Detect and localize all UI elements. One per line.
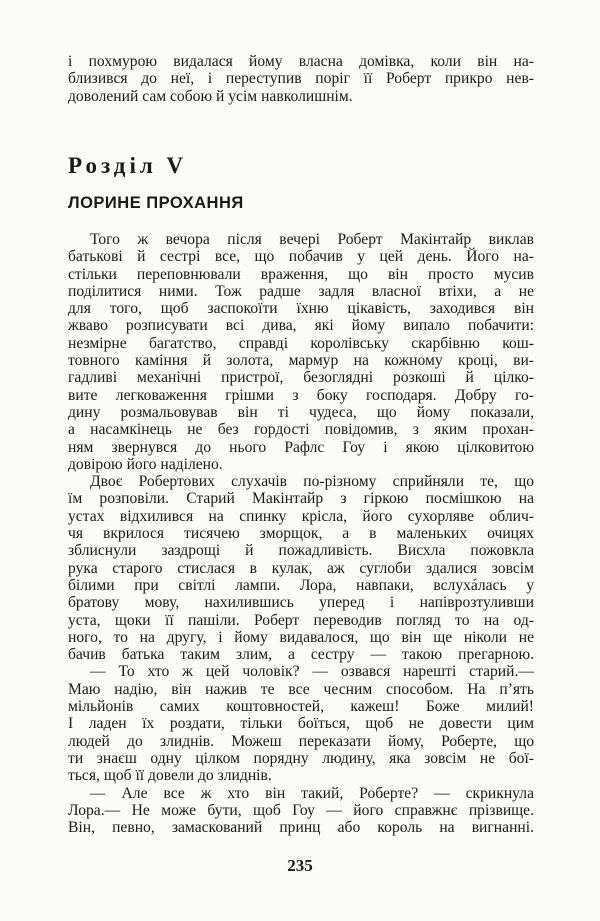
text-line: Маю надію, він нажив те все чесним способом. На п’ять [68,680,534,698]
previous-chapter-ending [68,53,534,105]
text-line: зблиснули заздрощі й пожадливість. Висхла пожовкла [68,542,534,560]
text-line: батькові й сестрі все, що побачив у цей день. Його на- [68,248,534,266]
chapter-title: ЛОРИНЕ ПРОХАННЯ [68,194,244,212]
text-line: гадливі механічні пристрої, безоглядні розкоші й цілко- [68,369,534,387]
text-line: — То хто ж цей чоловік? — озвався нарешті старий.— [90,663,534,681]
text-line: жваво розписувати всі дива, які йому випало побачити: [68,317,534,335]
text-line: ного, то на другу, і йому видавалося, що він ще ніколи не [68,628,534,646]
text-line: рука старого стислася в кулак, аж суглоби здалися зовсім [68,559,534,577]
text-line: поділитися ними. Тож радше задля власної втіхи, а не [68,282,534,300]
text-line: доволений сам собою й усім навколишнім. [68,87,353,105]
text-line: близився до неї, і переступив поріг її Роберт прикро нев- [68,70,534,88]
text-line: стільки переповнювали враження, що він просто мусив [68,265,534,283]
text-line: довірою його наділено. [68,455,223,473]
text-line: Він, певно, замаскований принц або король на вигнанні. [68,819,534,837]
text-line: і похмурою видалася йому власна домівка, коли він на- [68,53,534,70]
text-line: уста, щоки її пашіли. Роберт переводив погляд то на од- [68,611,534,629]
page-number: 235 [287,856,313,875]
text-line: вите легковаження грішми з боку господаря. Добру го- [68,386,534,404]
text-line: ти знаєш одну цілком порядну людину, яка зовсім не бої- [68,749,534,767]
text-line: ням звернувся до нього Рафлс Гоу і якою цілковитою [68,438,534,456]
text-line: білими при світлі лампи. Лора, навпаки, вслухáлась у [68,576,534,594]
text-line: ться, щоб її довели до злиднів. [68,767,272,785]
text-line: бачив батька таким злим, а сестру — такою прегарною. [68,646,534,664]
text-line: товного каміння й золота, мармур на кожному кроці, ви- [68,352,534,370]
text-line: для того, щоб заспокоїти їхню цікавість, заходився він [68,300,534,318]
text-line: Того ж вечора після вечері Роберт Макінтайр виклав [90,231,534,248]
text-line: чя вкрилося тисячею зморщок, а в маленьких очицях [68,525,534,543]
text-line: Лора.— Не може бути, щоб Гоу — його справжнє прізвище. [68,801,534,819]
text-line: людей до злиднів. Можеш переказати йому, Роберте, що [68,732,534,750]
chapter-label: Розділ V [68,153,188,178]
text-line: братову мову, нахилившись уперед і напіврозтуливши [68,594,534,612]
text-line: дину розмальовував він ті чудеса, що йому показали, [68,403,534,421]
text-line: мільйонів самих коштовностей, кажеш! Боже милий! [68,698,534,716]
text-line: їм розповіли. Старий Макінтайр з гіркою посмішкою на [68,490,534,508]
text-line: а насамкінець не без гордості повідомив, з яким прохан- [68,421,534,439]
chapter-body [68,231,534,836]
text-line: І ладен їх роздати, тільки боїться, щоб не довести цим [68,715,534,733]
text-line: — Але все ж хто він такий, Роберте? — скрикнула [90,784,534,802]
text-line: устах відхилився на спинку крісла, його сухорляве облич- [68,507,534,525]
text-line: незмірне багатство, справді королівську скарбівню кош- [68,334,534,352]
text-line: Двоє Робертових слухачів по-різному сприйняли те, що [90,473,534,491]
